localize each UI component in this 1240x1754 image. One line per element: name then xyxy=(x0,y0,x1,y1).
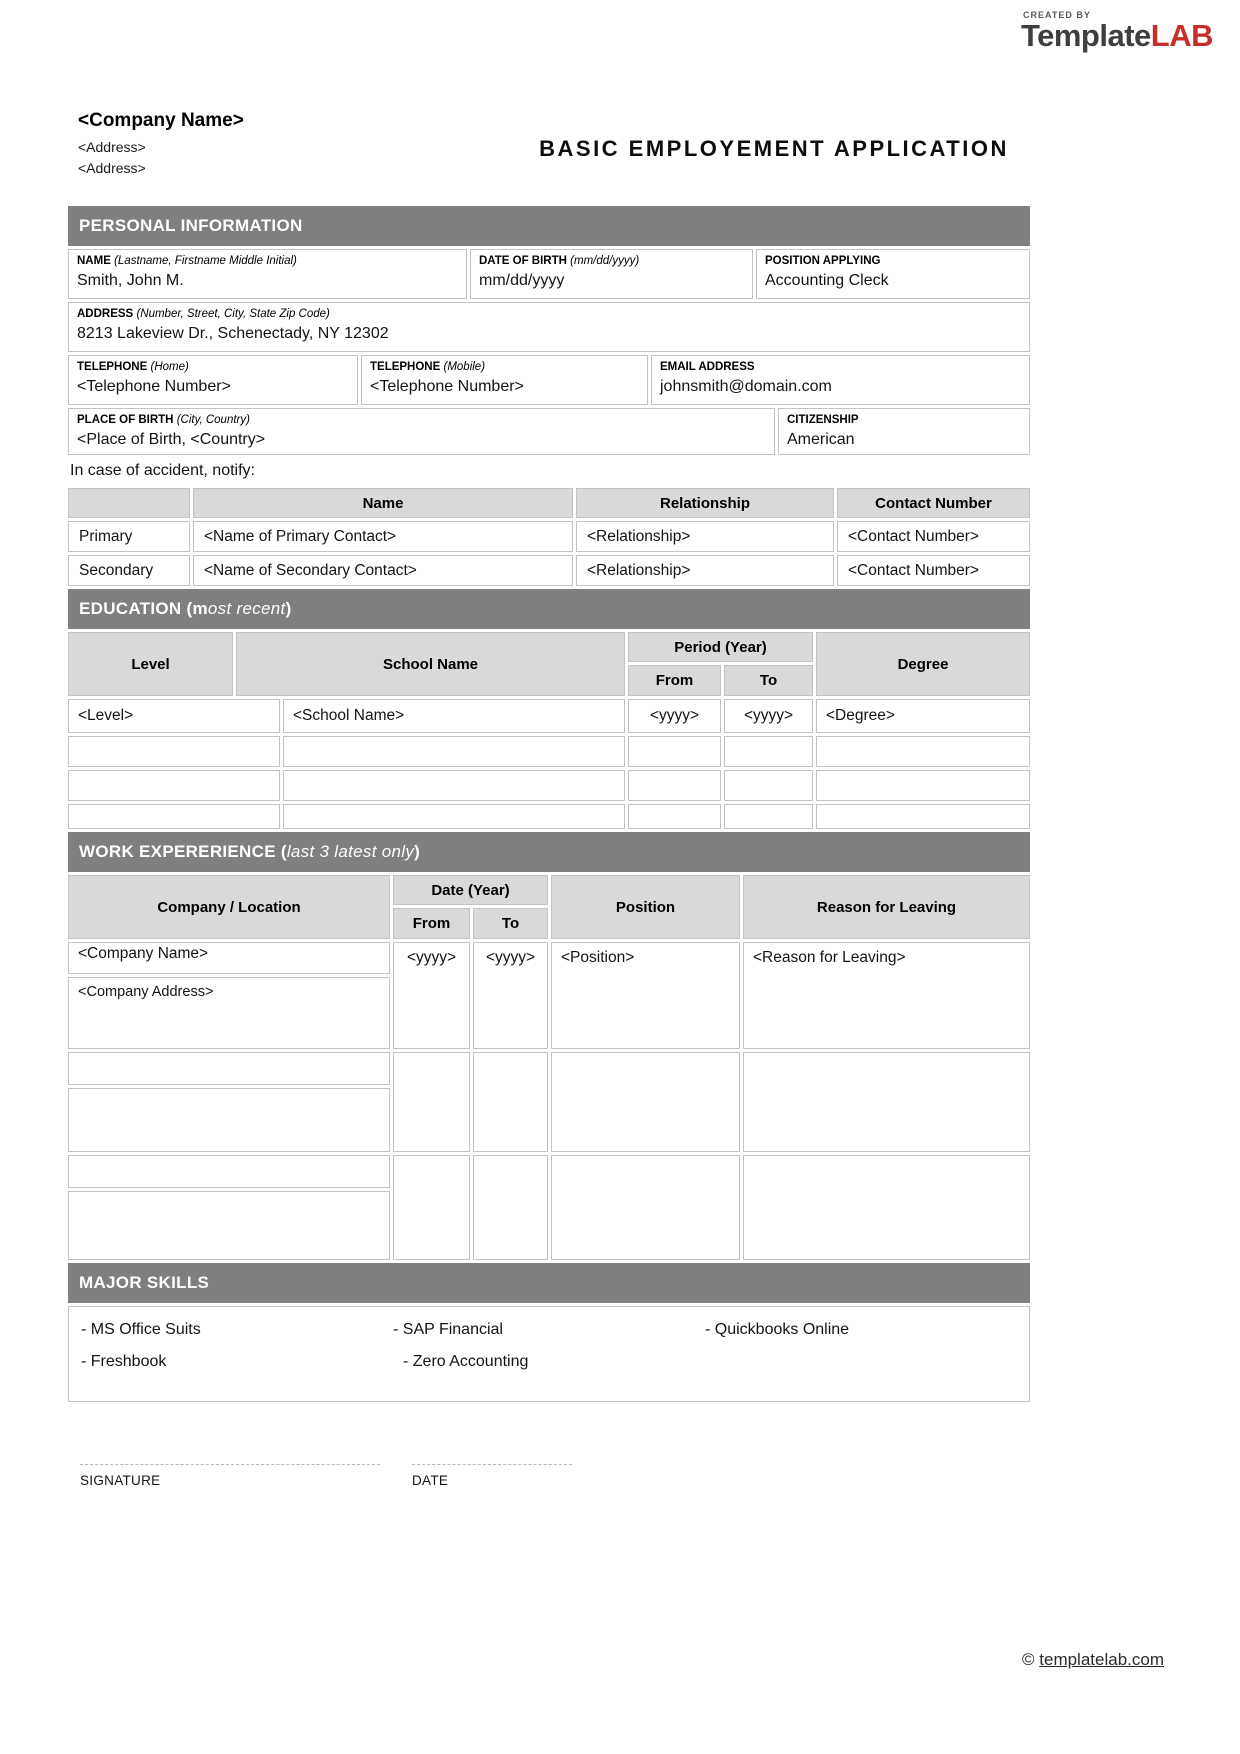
name-value: Smith, John M. xyxy=(77,272,184,289)
accident-secondary-name: <Name of Secondary Contact> xyxy=(193,555,573,586)
work-company-address-value xyxy=(68,1191,390,1260)
telephone-home-field xyxy=(68,355,358,405)
work-position-value xyxy=(551,1052,740,1152)
accident-row-secondary xyxy=(68,555,1030,586)
address-field xyxy=(68,302,1030,352)
accident-row-primary xyxy=(68,521,1030,552)
accident-primary-relationship: <Relationship> xyxy=(576,521,834,552)
education-to-value xyxy=(724,804,813,829)
skills-row-1 xyxy=(81,1321,1017,1339)
work-reason-value xyxy=(743,1052,1030,1152)
citizenship-value: American xyxy=(787,431,855,448)
work-header-to: To xyxy=(473,908,548,939)
education-header-to: To xyxy=(724,665,813,696)
work-company-address-value xyxy=(68,1088,390,1152)
address-value: 8213 Lakeview Dr., Schenectady, NY 12302 xyxy=(77,325,389,342)
education-header-degree: Degree xyxy=(816,632,1030,696)
date-line xyxy=(412,1464,572,1465)
work-to-value xyxy=(473,1052,548,1152)
logo-brand-lab: LAB xyxy=(1150,18,1213,53)
name-field xyxy=(68,249,467,299)
document-title: BASIC EMPLOYEMENT APPLICATION xyxy=(539,136,1009,161)
work-row-1 xyxy=(68,942,1030,1049)
skill-item: - Quickbooks Online xyxy=(705,1321,850,1338)
education-school-value xyxy=(283,770,625,801)
date-block xyxy=(412,1464,572,1488)
education-row-3 xyxy=(68,770,1030,801)
work-header-date-group xyxy=(393,875,548,939)
signature-area xyxy=(68,1464,1030,1488)
copyright-symbol: © xyxy=(1022,1650,1035,1669)
education-header-period-group xyxy=(628,632,813,696)
work-header-company: Company / Location xyxy=(68,875,390,939)
email-field xyxy=(651,355,1030,405)
telephone-mobile-label: TELEPHONE (Mobile) xyxy=(370,361,486,373)
work-reason-value xyxy=(743,1155,1030,1260)
accident-notify-intro: In case of accident, notify: xyxy=(70,462,255,479)
education-row-2 xyxy=(68,736,1030,767)
accident-header-name: Name xyxy=(193,488,573,518)
telephone-home-label: TELEPHONE (Home) xyxy=(77,361,189,373)
company-address-line-2: <Address> xyxy=(78,160,146,176)
date-of-birth-value: mm/dd/yyyy xyxy=(479,272,565,289)
position-applying-value: Accounting Cleck xyxy=(765,272,889,289)
education-degree-value xyxy=(816,804,1030,829)
accident-primary-name: <Name of Primary Contact> xyxy=(193,521,573,552)
name-label: NAME (Lastname, Firstname Middle Initial) xyxy=(77,255,297,267)
templatelab-logo xyxy=(1021,10,1213,51)
education-level-value: <Level> xyxy=(68,699,280,733)
education-from-value xyxy=(628,736,721,767)
work-from-value xyxy=(393,1052,470,1152)
position-applying-field xyxy=(756,249,1030,299)
logo-brand xyxy=(1021,20,1213,51)
education-level-value xyxy=(68,804,280,829)
work-row-2 xyxy=(68,1052,1030,1152)
education-header-from-to xyxy=(628,665,813,696)
place-of-birth-field xyxy=(68,408,775,455)
work-position-value: <Position> xyxy=(551,942,740,1049)
accident-secondary-type: Secondary xyxy=(68,555,190,586)
education-school-value: <School Name> xyxy=(283,699,625,733)
education-degree-value xyxy=(816,736,1030,767)
work-header-reason: Reason for Leaving xyxy=(743,875,1030,939)
section-header-work-experience: WORK EXPERERIENCE ( last 3 latest only ) xyxy=(68,832,1030,872)
citizenship-label: CITIZENSHIP xyxy=(787,414,859,426)
education-degree-value xyxy=(816,770,1030,801)
accident-primary-type: Primary xyxy=(68,521,190,552)
education-to-value xyxy=(724,770,813,801)
place-of-birth-value: <Place of Birth, <Country> xyxy=(77,431,266,448)
work-header-position: Position xyxy=(551,875,740,939)
education-header-period: Period (Year) xyxy=(628,632,813,662)
work-row-3 xyxy=(68,1155,1030,1260)
section-header-education: EDUCATION (m ost recent ) xyxy=(68,589,1030,629)
email-value: johnsmith@domain.com xyxy=(660,378,832,395)
work-company-column xyxy=(68,1155,390,1260)
signature-line xyxy=(80,1464,380,1465)
work-reason-value: <Reason for Leaving> xyxy=(743,942,1030,1049)
education-table-header xyxy=(68,632,1030,696)
templatelab-link[interactable]: templatelab.com xyxy=(1039,1650,1164,1669)
skills-box xyxy=(68,1306,1030,1402)
skill-item: - SAP Financial xyxy=(393,1321,503,1338)
work-from-value: <yyyy> xyxy=(393,942,470,1049)
skill-item: - MS Office Suits xyxy=(81,1321,201,1338)
date-label: DATE xyxy=(412,1473,449,1488)
education-to-value xyxy=(724,736,813,767)
work-company-name-value xyxy=(68,1052,390,1085)
work-header-date: Date (Year) xyxy=(393,875,548,905)
accident-primary-contact: <Contact Number> xyxy=(837,521,1030,552)
education-level-value xyxy=(68,736,280,767)
education-school-value xyxy=(283,804,625,829)
work-to-value xyxy=(473,1155,548,1260)
education-header-from: From xyxy=(628,665,721,696)
work-to-value: <yyyy> xyxy=(473,942,548,1049)
logo-created-by: CREATED BY xyxy=(1022,10,1091,20)
work-company-address-value: <Company Address> xyxy=(68,977,390,1049)
education-header-school: School Name xyxy=(236,632,625,696)
education-row-1 xyxy=(68,699,1030,733)
work-company-name-value xyxy=(68,1155,390,1188)
email-label: EMAIL ADDRESS xyxy=(660,361,755,373)
work-company-column xyxy=(68,942,390,1049)
skill-item: - Freshbook xyxy=(81,1353,167,1370)
work-header-from-to xyxy=(393,908,548,939)
work-table-header xyxy=(68,875,1030,939)
skill-item: - Zero Accounting xyxy=(403,1353,529,1370)
place-of-birth-label: PLACE OF BIRTH (City, Country) xyxy=(77,414,250,426)
education-level-value xyxy=(68,770,280,801)
footer xyxy=(1022,1650,1164,1670)
accident-secondary-contact: <Contact Number> xyxy=(837,555,1030,586)
accident-secondary-relationship: <Relationship> xyxy=(576,555,834,586)
education-row-4 xyxy=(68,804,1030,829)
section-header-personal-information: PERSONAL INFORMATION xyxy=(68,206,1030,246)
accident-table-header xyxy=(68,488,1030,518)
address-label: ADDRESS (Number, Street, City, State Zip Code) xyxy=(77,308,330,320)
work-from-value xyxy=(393,1155,470,1260)
education-degree-value: <Degree> xyxy=(816,699,1030,733)
logo-brand-template: Template xyxy=(1020,18,1151,53)
personal-row-pob-citizenship xyxy=(68,408,1030,455)
personal-row-phones-email xyxy=(68,355,1030,405)
education-to-value: <yyyy> xyxy=(724,699,813,733)
document-head xyxy=(68,110,1030,206)
company-address-line-1: <Address> xyxy=(78,139,146,155)
section-header-major-skills: MAJOR SKILLS xyxy=(68,1263,1030,1303)
education-header-level: Level xyxy=(68,632,233,696)
signature-block xyxy=(80,1464,380,1488)
accident-header-blank xyxy=(68,488,190,518)
education-from-value xyxy=(628,804,721,829)
accident-header-relationship: Relationship xyxy=(576,488,834,518)
education-from-value xyxy=(628,770,721,801)
accident-header-contact: Contact Number xyxy=(837,488,1030,518)
work-company-name-value: <Company Name> xyxy=(68,942,390,974)
personal-row-address xyxy=(68,302,1030,352)
citizenship-field xyxy=(778,408,1030,455)
telephone-home-value: <Telephone Number> xyxy=(77,378,231,395)
telephone-mobile-value: <Telephone Number> xyxy=(370,378,524,395)
signature-label: SIGNATURE xyxy=(80,1473,161,1488)
education-from-value: <yyyy> xyxy=(628,699,721,733)
work-position-value xyxy=(551,1155,740,1260)
date-of-birth-field xyxy=(470,249,753,299)
work-company-column xyxy=(68,1052,390,1152)
skills-row-2 xyxy=(81,1353,1017,1371)
education-school-value xyxy=(283,736,625,767)
company-name: <Company Name> xyxy=(78,110,244,131)
telephone-mobile-field xyxy=(361,355,648,405)
work-header-from: From xyxy=(393,908,470,939)
position-applying-label: POSITION APPLYING xyxy=(765,255,881,267)
date-of-birth-label: DATE OF BIRTH (mm/dd/yyyy) xyxy=(479,255,640,267)
personal-row-name-dob-position xyxy=(68,249,1030,299)
